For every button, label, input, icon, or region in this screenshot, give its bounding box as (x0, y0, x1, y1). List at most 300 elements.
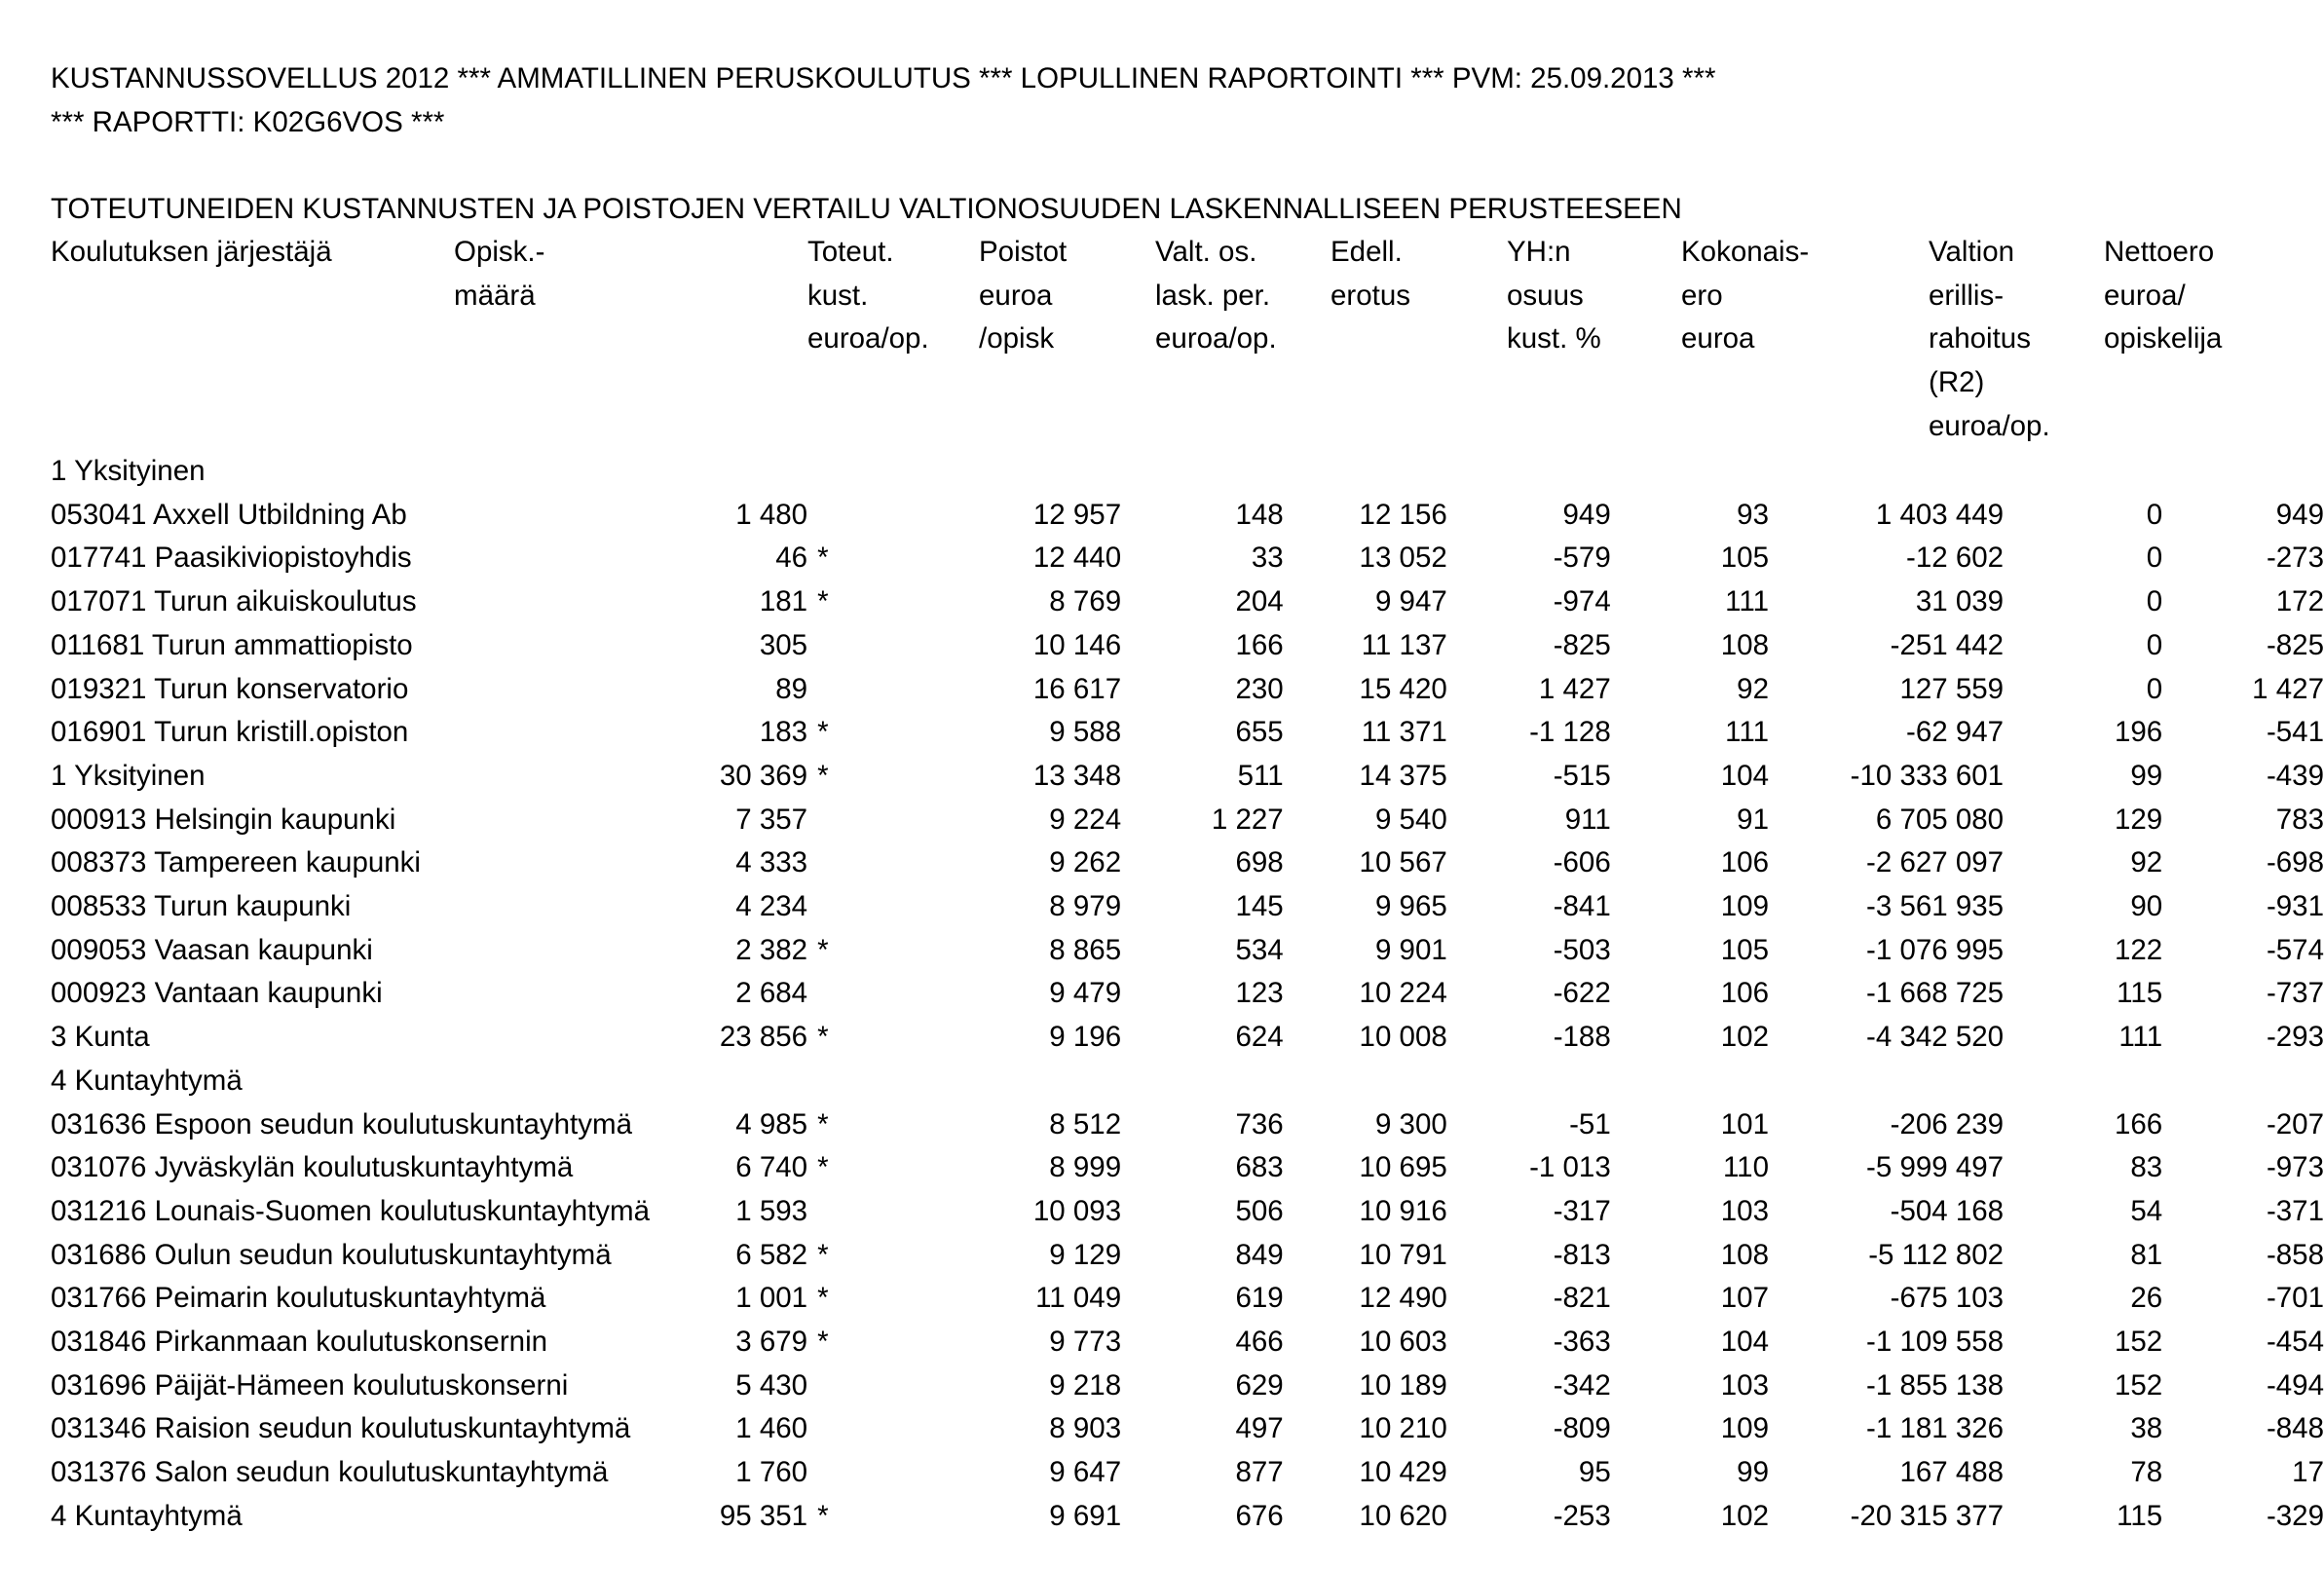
organizer-name-cell: 3 Kunta (51, 1021, 150, 1054)
prev-diff-cell: -813 (1553, 1238, 1611, 1271)
cost-cell: 8 999 (1049, 1151, 1122, 1184)
depr-cell: 629 (1235, 1368, 1284, 1402)
column-header-line: opiskelija (2104, 322, 2223, 355)
prev-diff-cell: -825 (1553, 628, 1611, 661)
students-cell: 3 679 (735, 1326, 808, 1359)
students-cell: 183 (759, 716, 808, 749)
organizer-name-cell: 031696 Päijät-Hämeen koulutuskonserni (51, 1368, 569, 1402)
depr-cell: 148 (1235, 498, 1284, 531)
yh-share-cell: 106 (1720, 977, 1769, 1010)
column-header (1155, 231, 1277, 361)
r2-cell: 78 (2130, 1456, 2163, 1489)
r2-cell: 99 (2130, 759, 2163, 792)
students-cell: 5 430 (735, 1368, 808, 1402)
organizer-name-cell: 031636 Espoon seudun koulutuskuntayhtymä (51, 1107, 632, 1140)
students-cell: 1 460 (735, 1412, 808, 1445)
net-diff-cell: -858 (2266, 1238, 2324, 1271)
column-header-line: Valtion (1929, 236, 2015, 268)
yh-share-cell: 102 (1720, 1021, 1769, 1054)
cost-cell: 9 224 (1049, 803, 1122, 836)
table-row (51, 668, 2324, 712)
cost-cell: 9 196 (1049, 1021, 1122, 1054)
r2-cell: 83 (2130, 1151, 2163, 1184)
total-diff-cell: -1 109 558 (1866, 1326, 2005, 1359)
star-cell (807, 972, 870, 1016)
students-cell: 89 (775, 672, 808, 705)
table-row (51, 1016, 2324, 1060)
r2-cell: 129 (2114, 803, 2163, 836)
students-cell: 2 684 (735, 977, 808, 1010)
star-cell (807, 1364, 870, 1408)
cost-cell: 12 440 (1032, 542, 1122, 575)
cost-cell: 9 647 (1049, 1456, 1122, 1489)
organizer-name-cell: 000913 Helsingin kaupunki (51, 803, 396, 836)
net-diff-cell: -329 (2266, 1499, 2324, 1532)
star-cell: * (817, 933, 829, 966)
yh-share-cell: 107 (1720, 1282, 1769, 1315)
net-diff-cell: -737 (2266, 977, 2324, 1010)
r2-cell: 0 (2146, 585, 2163, 618)
yh-share-cell: 105 (1720, 933, 1769, 966)
students-cell: 4 333 (735, 846, 808, 879)
table-row (51, 1277, 2324, 1321)
state-basis-cell: 12 156 (1359, 498, 1447, 531)
r2-cell: 54 (2130, 1194, 2163, 1227)
depr-cell: 506 (1235, 1194, 1284, 1227)
r2-cell: 0 (2146, 498, 2163, 531)
net-diff-cell: 172 (2275, 585, 2324, 618)
state-basis-cell: 10 008 (1359, 1021, 1447, 1054)
column-header-line: kust. % (1507, 322, 1601, 355)
yh-share-cell: 91 (1737, 803, 1769, 836)
table-row (51, 755, 2324, 799)
column-header-line: Toteut. (807, 236, 894, 268)
total-diff-cell: -5 999 497 (1866, 1151, 2005, 1184)
organizer-name-cell: 053041 Axxell Utbildning Ab (51, 498, 407, 531)
r2-cell: 38 (2130, 1412, 2163, 1445)
star-cell (807, 1190, 870, 1234)
state-basis-cell: 9 965 (1374, 890, 1447, 923)
yh-share-cell: 109 (1720, 890, 1769, 923)
r2-cell: 122 (2114, 933, 2163, 966)
column-header-line: erillis- (1929, 279, 2005, 312)
net-diff-cell: -273 (2266, 542, 2324, 575)
depr-cell: 497 (1235, 1412, 1284, 1445)
table-row (51, 711, 2324, 755)
prev-diff-cell: -515 (1553, 759, 1611, 792)
state-basis-cell: 10 189 (1359, 1368, 1447, 1402)
star-cell: * (817, 1238, 829, 1271)
total-diff-cell: -206 239 (1890, 1107, 2005, 1140)
star-cell: * (817, 1326, 829, 1359)
organizer-name-cell: 000923 Vantaan kaupunki (51, 977, 383, 1010)
star-cell: * (817, 759, 829, 792)
yh-share-cell: 102 (1720, 1499, 1769, 1532)
prev-diff-cell: -622 (1553, 977, 1611, 1010)
table-row (51, 624, 2324, 668)
prev-diff-cell: -188 (1553, 1021, 1611, 1054)
cost-cell: 8 903 (1049, 1412, 1122, 1445)
yh-share-cell: 109 (1720, 1412, 1769, 1445)
total-diff-cell: -2 627 097 (1866, 846, 2005, 879)
net-diff-cell: -698 (2266, 846, 2324, 879)
depr-cell: 123 (1235, 977, 1284, 1010)
cost-cell: 9 773 (1049, 1326, 1122, 1359)
yh-share-cell: 110 (1722, 1151, 1769, 1184)
state-basis-cell: 9 901 (1374, 933, 1447, 966)
table-row (51, 1451, 2324, 1495)
students-cell: 6 740 (735, 1151, 808, 1184)
table-row (51, 1495, 2324, 1539)
star-cell: * (817, 1499, 829, 1532)
cost-cell: 8 979 (1049, 890, 1122, 923)
students-cell: 305 (759, 628, 808, 661)
r2-cell: 0 (2146, 628, 2163, 661)
depr-cell: 1 227 (1211, 803, 1284, 836)
section-row (51, 450, 2324, 494)
column-header-line: Opisk.- (454, 236, 545, 268)
prev-diff-cell: 949 (1562, 498, 1611, 531)
section-row (51, 1060, 2324, 1103)
yh-share-cell: 99 (1737, 1456, 1769, 1489)
depr-cell: 230 (1235, 672, 1284, 705)
star-cell (807, 885, 870, 929)
column-header (1681, 231, 1809, 361)
students-cell: 1 760 (735, 1456, 808, 1489)
cost-cell: 10 093 (1032, 1194, 1122, 1227)
total-diff-cell: -62 947 (1906, 716, 2005, 749)
yh-share-cell: 104 (1720, 1326, 1769, 1359)
column-header-line: osuus (1507, 279, 1584, 312)
cost-cell: 16 617 (1032, 672, 1122, 705)
prev-diff-cell: -841 (1553, 890, 1611, 923)
prev-diff-cell: 95 (1578, 1456, 1611, 1489)
organizer-name-cell: 1 Yksityinen (51, 759, 206, 792)
table-row (51, 841, 2324, 885)
depr-cell: 849 (1235, 1238, 1284, 1271)
total-diff-cell: 1 403 449 (1875, 498, 2005, 531)
prev-diff-cell: -606 (1553, 846, 1611, 879)
state-basis-cell: 10 603 (1359, 1326, 1447, 1359)
table-row (51, 1364, 2324, 1408)
section-label: 4 Kuntayhtymä (51, 1064, 243, 1097)
depr-cell: 619 (1235, 1282, 1284, 1315)
star-cell (807, 1407, 870, 1451)
star-cell: * (817, 1107, 829, 1140)
yh-share-cell: 111 (1725, 716, 1769, 749)
total-diff-cell: -4 342 520 (1866, 1021, 2005, 1054)
column-header-line: euroa/op. (807, 322, 929, 355)
column-header (807, 231, 929, 361)
total-diff-cell: -12 602 (1906, 542, 2005, 575)
students-cell: 6 582 (735, 1238, 808, 1271)
prev-diff-cell: 911 (1564, 803, 1611, 836)
depr-cell: 676 (1235, 1499, 1284, 1532)
cost-cell: 8 512 (1049, 1107, 1122, 1140)
depr-cell: 466 (1235, 1326, 1284, 1359)
depr-cell: 698 (1235, 846, 1284, 879)
star-cell (807, 494, 870, 538)
state-basis-cell: 12 490 (1359, 1282, 1447, 1315)
yh-share-cell: 106 (1720, 846, 1769, 879)
prev-diff-cell: -809 (1553, 1412, 1611, 1445)
prev-diff-cell: -503 (1553, 933, 1611, 966)
net-diff-cell: -494 (2266, 1368, 2324, 1402)
column-header-line: lask. per. (1155, 279, 1271, 312)
organizer-name-cell: 008533 Turun kaupunki (51, 890, 352, 923)
state-basis-cell: 9 947 (1374, 585, 1447, 618)
cost-cell: 13 348 (1032, 759, 1122, 792)
column-header-line: rahoitus (1929, 322, 2031, 355)
cost-cell: 9 479 (1049, 977, 1122, 1010)
yh-share-cell: 103 (1720, 1368, 1769, 1402)
depr-cell: 511 (1237, 759, 1284, 792)
column-header (454, 231, 544, 318)
net-diff-cell: 949 (2275, 498, 2324, 531)
r2-cell: 115 (2117, 1499, 2163, 1532)
column-header-line: euroa (979, 279, 1053, 312)
column-header-line: /opisk (979, 322, 1055, 355)
prev-diff-cell: -821 (1553, 1282, 1611, 1315)
total-diff-cell: -10 333 601 (1850, 759, 2005, 792)
report-table (51, 450, 2324, 1539)
cost-cell: 8 769 (1049, 585, 1122, 618)
depr-cell: 736 (1235, 1107, 1284, 1140)
net-diff-cell: -207 (2266, 1107, 2324, 1140)
yh-share-cell: 108 (1720, 628, 1769, 661)
organizer-name-cell: 031216 Lounais-Suomen koulutuskuntayhtymä (51, 1194, 650, 1227)
net-diff-cell: -848 (2266, 1412, 2324, 1445)
depr-cell: 683 (1235, 1151, 1284, 1184)
depr-cell: 166 (1235, 628, 1284, 661)
prev-diff-cell: -579 (1553, 542, 1611, 575)
net-diff-cell: -439 (2266, 759, 2324, 792)
yh-share-cell: 104 (1720, 759, 1769, 792)
students-cell: 46 (775, 542, 808, 575)
prev-diff-cell: -974 (1553, 585, 1611, 618)
report-subtitle: TOTEUTUNEIDEN KUSTANNUSTEN JA POISTOJEN VERTAILU VALTIONOSUUDEN LASKENNALLISEEN PERUSTEESEEN (51, 193, 1682, 225)
state-basis-cell: 11 137 (1361, 628, 1447, 661)
column-header (1507, 231, 1601, 361)
state-basis-cell: 10 620 (1359, 1499, 1447, 1532)
column-header-line: euroa/ (2104, 279, 2186, 312)
table-row (51, 580, 2324, 624)
depr-cell: 877 (1235, 1456, 1284, 1489)
total-diff-cell: -1 668 725 (1866, 977, 2005, 1010)
column-header-line: euroa (1681, 322, 1755, 355)
net-diff-cell: -371 (2266, 1194, 2324, 1227)
yh-share-cell: 103 (1720, 1194, 1769, 1227)
r2-cell: 90 (2130, 890, 2163, 923)
cost-cell: 9 588 (1049, 716, 1122, 749)
state-basis-cell: 10 567 (1359, 846, 1447, 879)
students-cell: 1 001 (735, 1282, 808, 1315)
table-row (51, 1190, 2324, 1234)
column-header-line: ero (1681, 279, 1723, 312)
net-diff-cell: -973 (2266, 1151, 2324, 1184)
depr-cell: 534 (1235, 933, 1284, 966)
total-diff-cell: -5 112 802 (1868, 1238, 2005, 1271)
yh-share-cell: 108 (1720, 1238, 1769, 1271)
total-diff-cell: -20 315 377 (1850, 1499, 2005, 1532)
organizer-name-cell: 008373 Tampereen kaupunki (51, 846, 421, 879)
cost-cell: 9 262 (1049, 846, 1122, 879)
students-cell: 181 (759, 585, 808, 618)
star-cell (807, 624, 870, 668)
state-basis-cell: 10 791 (1359, 1238, 1447, 1271)
cost-cell: 8 865 (1049, 933, 1122, 966)
depr-cell: 145 (1235, 890, 1284, 923)
students-cell: 1 480 (735, 498, 808, 531)
table-row (51, 929, 2324, 973)
r2-cell: 111 (2118, 1021, 2163, 1054)
net-diff-cell: 1 427 (2252, 672, 2324, 705)
organizer-name-cell: 031076 Jyväskylän koulutuskuntayhtymä (51, 1151, 574, 1184)
prev-diff-cell: -1 128 (1529, 716, 1611, 749)
state-basis-cell: 11 371 (1361, 716, 1447, 749)
prev-diff-cell: -253 (1553, 1499, 1611, 1532)
total-diff-cell: -1 076 995 (1866, 933, 2005, 966)
table-row (51, 885, 2324, 929)
section-label: 1 Yksityinen (51, 455, 206, 487)
cost-cell: 11 049 (1035, 1282, 1122, 1315)
r2-cell: 152 (2114, 1368, 2163, 1402)
star-cell: * (817, 716, 829, 749)
depr-cell: 655 (1235, 716, 1284, 749)
organizer-name-cell: 031846 Pirkanmaan koulutuskonsernin (51, 1326, 548, 1359)
cost-cell: 9 691 (1049, 1499, 1122, 1532)
net-diff-cell: -825 (2266, 628, 2324, 661)
organizer-name-cell: 031766 Peimarin koulutuskuntayhtymä (51, 1282, 546, 1315)
net-diff-cell: -931 (2266, 890, 2324, 923)
column-header-line: (R2) (1929, 366, 1985, 399)
cost-cell: 9 129 (1049, 1238, 1122, 1271)
organizer-name-cell: 017741 Paasikiviopistoyhdis (51, 542, 412, 575)
star-cell (807, 1451, 870, 1495)
r2-cell: 196 (2114, 716, 2163, 749)
r2-cell: 0 (2146, 542, 2163, 575)
total-diff-cell: -1 181 326 (1866, 1412, 2005, 1445)
state-basis-cell: 10 916 (1359, 1194, 1447, 1227)
table-row (51, 1146, 2324, 1190)
column-header (979, 231, 1067, 361)
students-cell: 23 856 (719, 1021, 808, 1054)
prev-diff-cell: -363 (1553, 1326, 1611, 1359)
table-row (51, 972, 2324, 1016)
organizer-name-cell: 016901 Turun kristill.opiston (51, 716, 409, 749)
students-cell: 4 234 (735, 890, 808, 923)
star-cell (807, 799, 870, 842)
r2-cell: 115 (2117, 977, 2163, 1010)
yh-share-cell: 105 (1720, 542, 1769, 575)
table-row (51, 1103, 2324, 1147)
total-diff-cell: -1 855 138 (1866, 1368, 2005, 1402)
total-diff-cell: -504 168 (1890, 1194, 2005, 1227)
total-diff-cell: -3 561 935 (1866, 890, 2005, 923)
state-basis-cell: 13 052 (1359, 542, 1447, 575)
table-row (51, 537, 2324, 580)
column-header-line: Kokonais- (1681, 236, 1810, 268)
cost-cell: 9 218 (1049, 1368, 1122, 1402)
net-diff-cell: -541 (2266, 716, 2324, 749)
students-cell: 30 369 (719, 759, 808, 792)
column-header-line: Valt. os. (1155, 236, 1257, 268)
depr-cell: 204 (1235, 585, 1284, 618)
depr-cell: 33 (1251, 542, 1284, 575)
star-cell: * (817, 1021, 829, 1054)
state-basis-cell: 14 375 (1359, 759, 1447, 792)
state-basis-cell: 10 429 (1359, 1456, 1447, 1489)
column-header (1331, 231, 1410, 318)
table-row (51, 799, 2324, 842)
net-diff-cell: -293 (2266, 1021, 2324, 1054)
total-diff-cell: -675 103 (1890, 1282, 2005, 1315)
star-cell (807, 668, 870, 712)
column-header-line: euroa/op. (1155, 322, 1277, 355)
students-cell: 4 985 (735, 1107, 808, 1140)
yh-share-cell: 93 (1737, 498, 1769, 531)
column-header-line: Edell. (1331, 236, 1403, 268)
r2-cell: 92 (2130, 846, 2163, 879)
cost-cell: 12 957 (1032, 498, 1122, 531)
organizer-name-cell: 019321 Turun konservatorio (51, 672, 409, 705)
state-basis-cell: 10 210 (1359, 1412, 1447, 1445)
net-diff-cell: -701 (2266, 1282, 2324, 1315)
state-basis-cell: 9 540 (1374, 803, 1447, 836)
students-cell: 2 382 (735, 933, 808, 966)
report-id: *** RAPORTTI: K02G6VOS *** (51, 106, 445, 138)
prev-diff-cell: 1 427 (1538, 672, 1611, 705)
prev-diff-cell: -342 (1553, 1368, 1611, 1402)
total-diff-cell: 127 559 (1899, 672, 2005, 705)
star-cell: * (817, 1282, 829, 1315)
organizer-name-cell: 011681 Turun ammattiopisto (51, 628, 413, 661)
column-header-line: Poistot (979, 236, 1068, 268)
table-row (51, 1407, 2324, 1451)
star-cell: * (817, 542, 829, 575)
organizer-name-cell: 017071 Turun aikuiskoulutus (51, 585, 417, 618)
column-header (51, 231, 332, 275)
column-header-line: Koulutuksen järjestäjä (51, 236, 332, 268)
organizer-name-cell: 031376 Salon seudun koulutuskuntayhtymä (51, 1456, 609, 1489)
state-basis-cell: 10 695 (1359, 1151, 1447, 1184)
organizer-name-cell: 031346 Raision seudun koulutuskuntayhtymä (51, 1412, 631, 1445)
column-header (2104, 231, 2222, 361)
state-basis-cell: 15 420 (1359, 672, 1447, 705)
column-header (1929, 231, 2050, 449)
total-diff-cell: 6 705 080 (1875, 803, 2005, 836)
report-title: KUSTANNUSSOVELLUS 2012 *** AMMATILLINEN PERUSKOULUTUS *** LOPULLINEN RAPORTOINTI *** PVM: 25.09.2013 *** (51, 62, 1716, 94)
r2-cell: 26 (2130, 1282, 2163, 1315)
column-header-line: Nettoero (2104, 236, 2215, 268)
star-cell: * (817, 1151, 829, 1184)
column-header-line: määrä (454, 279, 536, 312)
column-header-line: YH:n (1507, 236, 1571, 268)
state-basis-cell: 9 300 (1374, 1107, 1447, 1140)
students-cell: 95 351 (719, 1499, 808, 1532)
table-row (51, 1234, 2324, 1278)
depr-cell: 624 (1235, 1021, 1284, 1054)
yh-share-cell: 111 (1725, 585, 1769, 618)
total-diff-cell: -251 442 (1890, 628, 2005, 661)
net-diff-cell: -454 (2266, 1326, 2324, 1359)
total-diff-cell: 167 488 (1899, 1456, 2005, 1489)
organizer-name-cell: 009053 Vaasan kaupunki (51, 933, 373, 966)
column-header-line: erotus (1331, 279, 1410, 312)
organizer-name-cell: 031686 Oulun seudun koulutuskuntayhtymä (51, 1238, 612, 1271)
net-diff-cell: -574 (2266, 933, 2324, 966)
prev-diff-cell: -317 (1553, 1194, 1611, 1227)
